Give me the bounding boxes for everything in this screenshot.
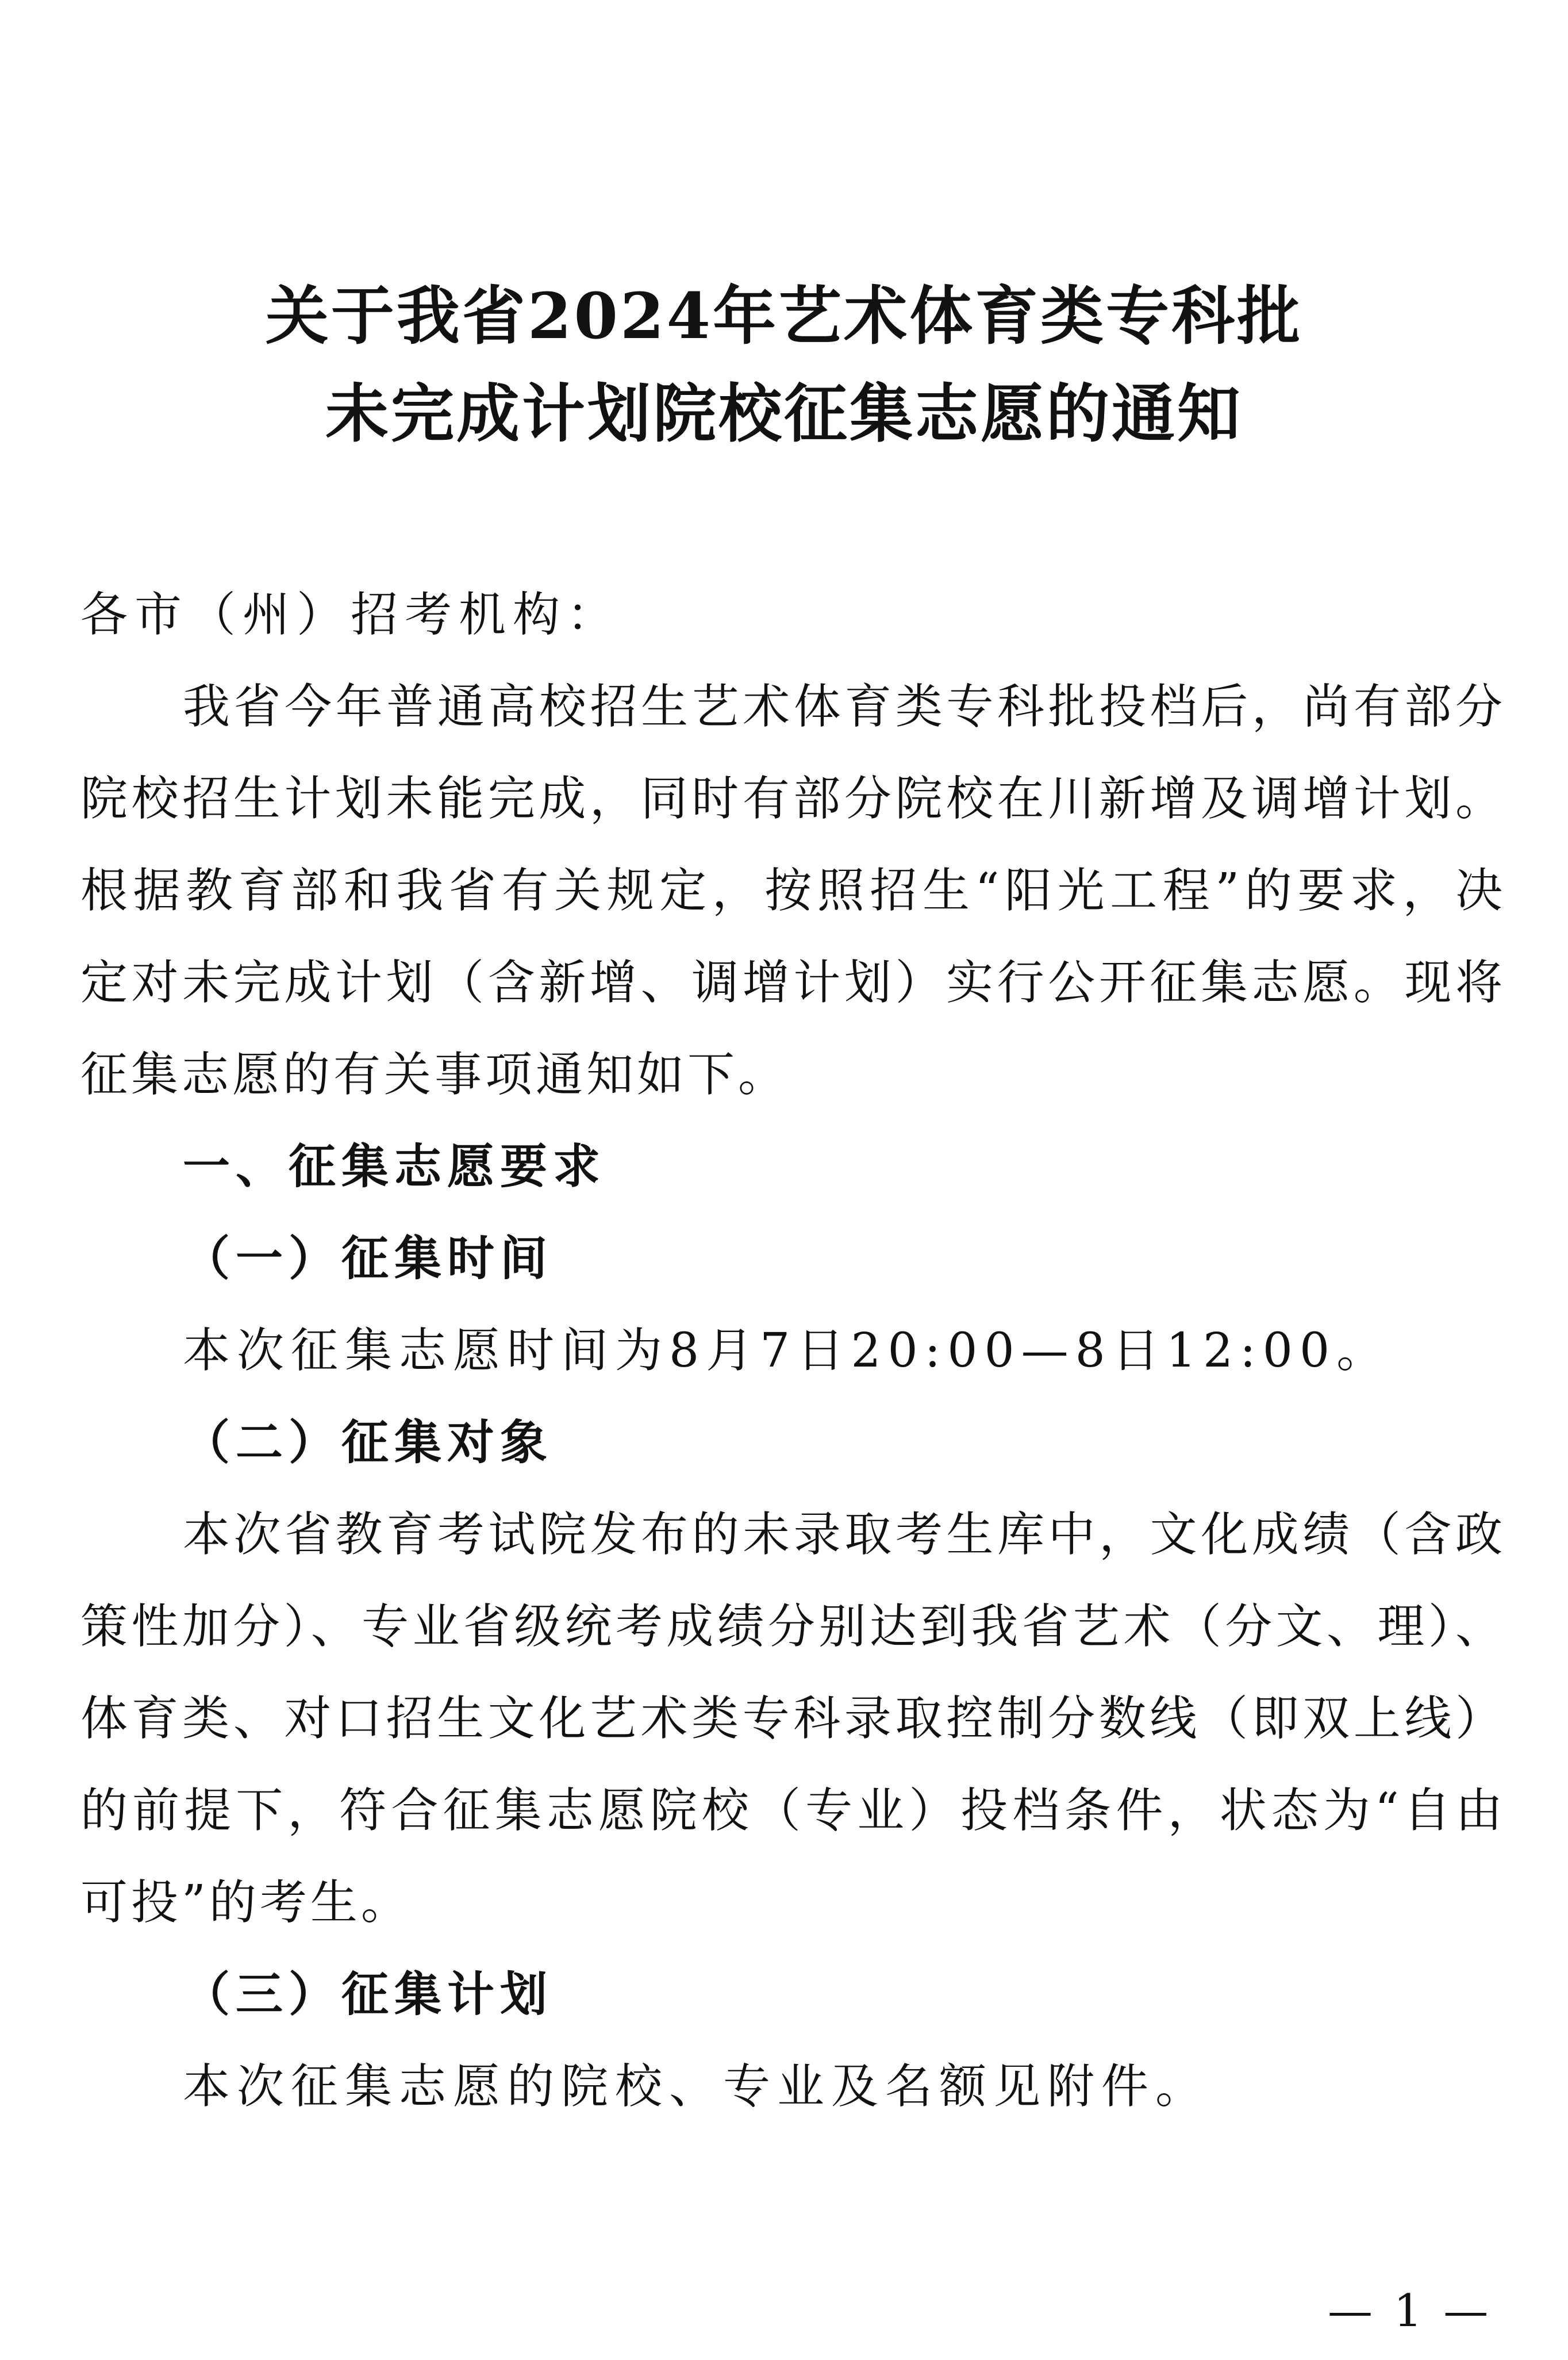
subsection-2-line: 策性加分）、专业省级统考成绩分别达到我省艺术（分文、理）、 <box>80 1599 1506 1654</box>
subsection-heading-2: （二）征集对象 <box>183 1415 554 1470</box>
intro-line: 院校招生计划未能完成，同时有部分院校在川新增及调增计划。 <box>80 772 1506 826</box>
subsection-2-line: 的前提下，符合征集志愿院校（专业）投档条件，状态为“自由 <box>80 1783 1506 1838</box>
subsection-2-line: 体育类、对口招生文化艺术类专科录取控制分数线（即双上线） <box>80 1691 1506 1746</box>
intro-line: 我省今年普通高校招生艺术体育类专科批投档后，尚有部分 <box>183 680 1506 734</box>
subsection-2-line: 本次省教育考试院发布的未录取考生库中，文化成绩（含政 <box>183 1507 1506 1562</box>
intro-line: 根据教育部和我省有关规定，按照招生“阳光工程”的要求，决 <box>80 864 1506 918</box>
intro-line: 定对未完成计划（含新增、调增计划）实行公开征集志愿。现将 <box>80 955 1506 1010</box>
subsection-2-line: 可投”的考生。 <box>80 1875 412 1930</box>
page-number: — 1 — <box>1328 2285 1492 2337</box>
document-title-line-2: 未完成计划院校征集志愿的通知 <box>325 377 1243 451</box>
document-title-line-1: 关于我省2024年艺术体育类专科批 <box>265 279 1303 353</box>
salutation: 各市（州）招考机构： <box>80 588 621 642</box>
subsection-1-text: 本次征集志愿时间为8月7日20:00—8日12:00。 <box>183 1323 1391 1378</box>
subsection-3-text: 本次征集志愿的院校、专业及名额见附件。 <box>183 2059 1210 2114</box>
subsection-heading-1: （一）征集时间 <box>183 1231 554 1286</box>
section-heading-1: 一、征集志愿要求 <box>183 1139 606 1194</box>
subsection-heading-3: （三）征集计划 <box>183 1967 554 2022</box>
intro-line: 征集志愿的有关事项通知如下。 <box>80 1047 789 1102</box>
